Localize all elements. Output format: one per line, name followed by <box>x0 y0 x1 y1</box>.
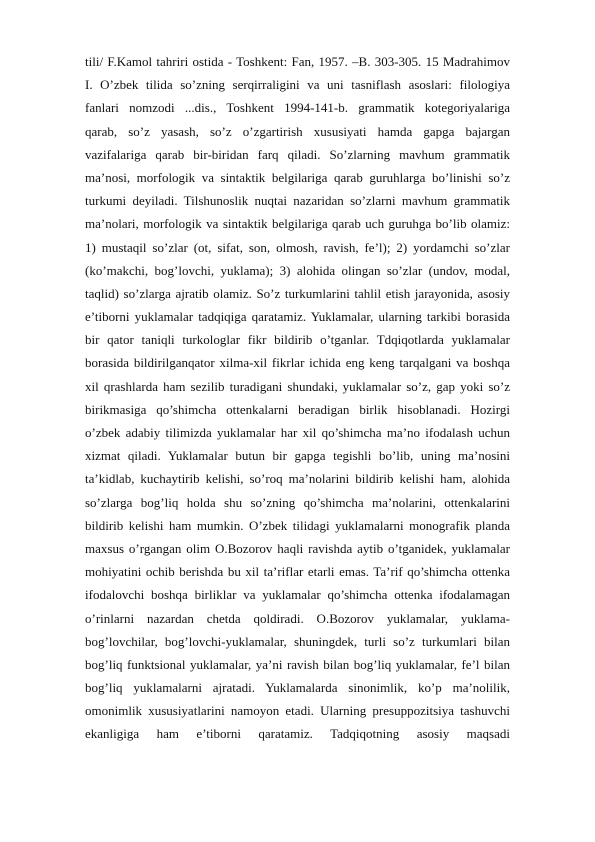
text-line: ma’nosi, morfologik va sintaktik belgilariga qarab guruhlarga bo’linishi so’z <box>85 169 510 185</box>
text-line: bildirib kelishi ham mumkin. O’zbek tilidagi yuklamalarni monografik planda <box>85 517 510 533</box>
text-line: I. O’zbek tilida so’zning serqirraligini va uni tasniflash asoslari: filologiya <box>85 77 510 93</box>
text-line: vazifalariga qarab bir-biridan farq qiladi. So’zlarning mavhum grammatik <box>85 146 510 162</box>
text-line: so’zlarga bog’liq holda shu so’zning qo’shimcha ma’nolarini, ottenkalarini <box>85 494 510 510</box>
text-line: bir qator taniqli turkologlar fikr bildirib o’tganlar. Tdqiqotlarda yuklamalar <box>85 332 510 348</box>
text-line: o’zbek adabiy tilimizda yuklamalar har xil qo’shimcha ma’no ifodalash uchun <box>85 425 510 440</box>
text-line: maxsus o’rgangan olim O.Bozorov haqli ravishda aytib o’tganidek, yuklamalar <box>85 540 510 556</box>
text-line: ekanligiga ham e’tiborni qaratamiz. Tadqiqotning asosiy maqsadi <box>85 726 510 742</box>
text-line: bog’liq funktsional yuklamalar, ya’ni ravish bilan bog’liq yuklamalar, fe’l bilan <box>85 656 510 672</box>
text-line: mohiyatini ochib berishda bu xil ta’riflar etarli emas. Ta’rif qo’shimcha ottenka <box>85 564 510 580</box>
text-line: taqlid) so’zlarga ajratib olamiz. So’z turkumlarini tahlil etish jarayonida, asosiy <box>85 285 510 301</box>
text-line: turkumi deyiladi. Tilshunoslik nuqtai nazaridan so’zlarni mavhum grammatik <box>85 193 510 209</box>
text-line: tili/ F.Kamol tahriri ostida - Toshkent: Fan, 1957. –B. 303-305. 15 Madrahimov <box>85 54 510 69</box>
text-line: birikmasiga qo’shimcha ottenkalarni beradigan birlik hisoblanadi. Hozirgi <box>85 401 510 417</box>
text-line: e’tiborni yuklamalar tadqiqiga qaratamiz. Yuklamalar, ularning tarkibi borasida <box>85 309 510 325</box>
text-line: (ko’makchi, bog’lovchi, yuklama); 3) alohida olingan so’zlar (undov, modal, <box>85 262 510 278</box>
text-line: o’rinlarni nazardan chetda qoldiradi. O.Bozorov yuklamalar, yuklama- <box>85 610 510 626</box>
text-line: bog’lovchilar, bog’lovchi-yuklamalar, shuningdek, turli so’z turkumlari bilan <box>85 633 510 649</box>
text-line: fanlari nomzodi ...dis., Toshkent 1994-141-b. grammatik kotegoriyalariga <box>85 100 510 116</box>
text-line: 1) mustaqil so’zlar (ot, sifat, son, olmosh, ravish, fe’l); 2) yordamchi so’zlar <box>85 239 510 255</box>
document-page <box>85 50 510 746</box>
text-line: qarab, so’z yasash, so’z o’zgartirish xususiyati hamda gapga bajargan <box>85 123 510 139</box>
text-line: ifodalovchi boshqa birliklar va yuklamalar qo’shimcha ottenka ifodalamagan <box>85 587 510 603</box>
text-line: xizmat qiladi. Yuklamalar butun bir gapga tegishli bo’lib, uning ma’nosini <box>85 448 510 464</box>
text-line: ta’kidlab, kuchaytirib kelishi, so’roq ma’nolarini bildirib kelishi ham, alohida <box>85 471 510 487</box>
text-line: omonimlik xususiyatlarini namoyon etadi. Ularning presuppozitsiya tashuvchi <box>85 703 510 719</box>
text-line: bog’liq yuklamalarni ajratadi. Yuklamalarda sinonimlik, ko’p ma’nolilik, <box>85 680 510 696</box>
text-line: borasida bildirilganqator xilma-xil fikrlar ichida eng keng tarqalgani va boshqa <box>85 355 510 371</box>
text-line: xil qrashlarda ham sezilib turadigani shundaki, yuklamalar so’z, gap yoki so’z <box>85 378 510 394</box>
text-line: ma’nolari, morfologik va sintaktik belgilariga qarab uch guruhga bo’lib olamiz: <box>85 216 510 232</box>
